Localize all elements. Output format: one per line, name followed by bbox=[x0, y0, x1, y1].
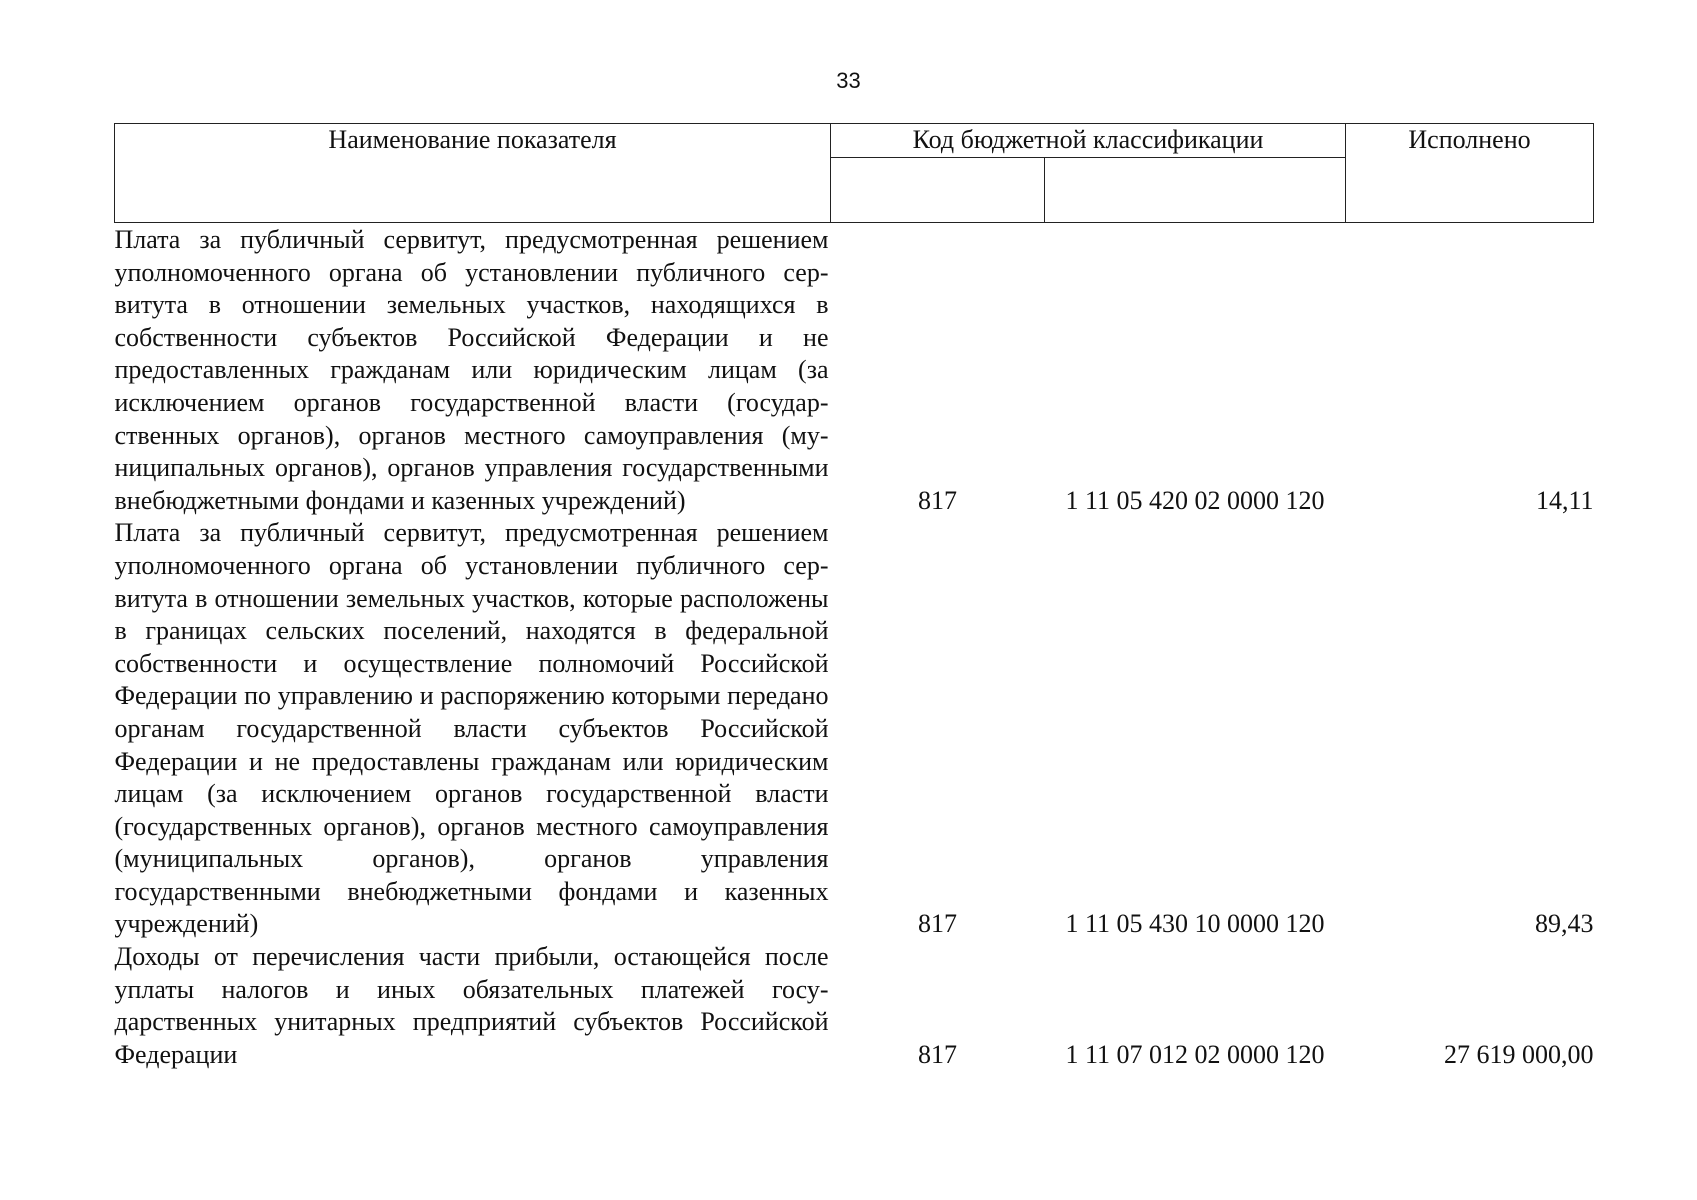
table-row bbox=[115, 223, 1594, 518]
budget-table bbox=[114, 123, 1594, 1071]
executed-amount: 27 619 000,00 bbox=[1444, 1039, 1594, 1069]
header-executed: Исполнено bbox=[1346, 124, 1594, 223]
header-classification-code bbox=[1045, 158, 1346, 223]
executed-amount: 89,43 bbox=[1535, 909, 1594, 939]
header-admin-code bbox=[831, 158, 1045, 223]
classification-code: 1 11 07 012 02 0000 120 bbox=[1065, 1039, 1325, 1069]
header-name: Наименование показателя bbox=[115, 124, 831, 223]
indicator-name: Плата за публичный сервитут, предусмотренная решением уполномоченного органа об установлении публичного сервитута в отношении земельных участков, находящихся в собственности субъектов Российской Федерации и не предоставленных гражданам или юридическим лицам (за исключением органов государственной власти (государственных органов), органов местного самоуправления (муниципальных органов), органов управления государственными внебюджетными фондами и казенных учреждений) bbox=[114, 225, 829, 515]
indicator-name: Доходы от перечисления части прибыли, остающейся после уплаты налогов и иных обязательных платежей государственных унитарных предприятий субъектов Российской Федерации bbox=[114, 942, 829, 1069]
classification-code: 1 11 05 420 02 0000 120 bbox=[1065, 485, 1325, 515]
executed-amount: 14,11 bbox=[1535, 485, 1594, 515]
indicator-name: Плата за публичный сервитут, предусмотренная решением уполномоченного органа об установлении публичного сервитута в отношении земельных участков, которые расположены в границах сельских поселений, находятся в федеральной собственности и осуществление полномочий Российской Федерации по управлению и распоряжению которыми передано органам государственной власти субъектов Российской Федерации и не предоставлены гражданам или юридическим лицам (за исключением органов государственной власти (государственных органов), органов местного самоуправления (муниципальных органов), органов управления государственными внебюджетными фондами и казенных учреждений) bbox=[114, 518, 829, 939]
header-code-group: Код бюджетной классификации bbox=[831, 124, 1346, 158]
table-row bbox=[115, 941, 1594, 1071]
admin-code: 817 bbox=[918, 485, 957, 515]
admin-code: 817 bbox=[918, 909, 957, 939]
admin-code: 817 bbox=[918, 1039, 957, 1069]
classification-code: 1 11 05 430 10 0000 120 bbox=[1065, 909, 1325, 939]
page-number: 33 bbox=[836, 68, 861, 93]
table-header bbox=[115, 124, 1594, 223]
table-row bbox=[115, 517, 1594, 941]
